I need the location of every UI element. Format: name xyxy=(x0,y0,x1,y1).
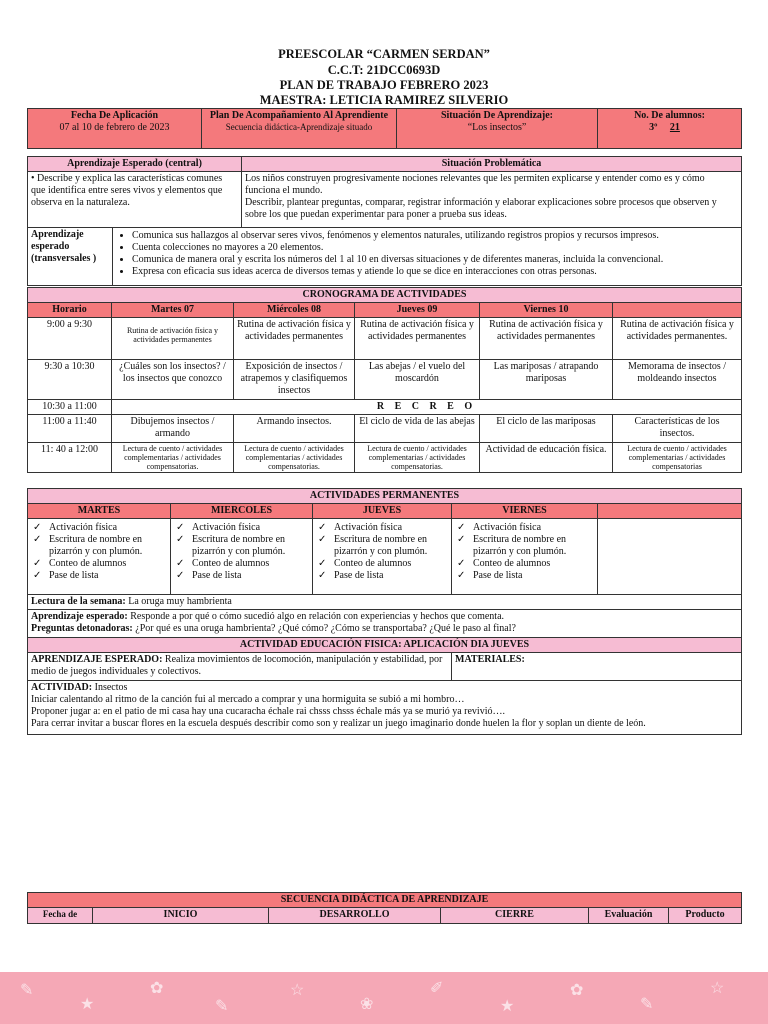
cell: ¿Cuáles son los insectos? / los insectos que conozco xyxy=(112,360,234,400)
cell: El ciclo de las mariposas xyxy=(480,415,613,443)
lectura-label: Lectura de la semana: xyxy=(31,596,126,607)
day-martes: MARTES xyxy=(28,504,171,519)
permanentes-table xyxy=(27,488,742,735)
pencil-icon: ✐ xyxy=(430,980,444,997)
list-item: ✓ Escritura de nombre en pizarrón y con plumón. xyxy=(174,534,309,558)
secuencia-table xyxy=(27,892,742,924)
problematica-text-1: Los niños construyen progresivamente nociones relevantes que les permiten explicarse y entender como es y cómo funciona el mundo. xyxy=(245,173,705,196)
list-item: ✓ Conteo de alumnos xyxy=(174,558,309,570)
col-miercoles: Miércoles 08 xyxy=(234,303,355,318)
decorative-footer xyxy=(0,972,768,1024)
pencil-icon: ✎ xyxy=(640,996,654,1013)
cell: Rutina de activación física y actividades permanentes xyxy=(355,318,480,360)
cell-time: 11: 40 a 12:00 xyxy=(28,443,112,473)
day-miercoles: MIERCOLES xyxy=(171,504,313,519)
table-row xyxy=(28,443,742,473)
cell: Rutina de activación física y actividades permanentes. xyxy=(613,318,742,360)
cell: Rutina de activación física y actividades permanentes xyxy=(480,318,613,360)
cronograma-title: CRONOGRAMA DE ACTIVIDADES xyxy=(28,288,742,303)
central-header: Aprendizaje Esperado (central) xyxy=(28,157,242,172)
list-item: ✓ Pase de lista xyxy=(174,570,309,582)
secuencia-title: SECUENCIA DIDÁCTICA DE APRENDIZAJE xyxy=(28,893,742,908)
col-horario: Horario xyxy=(28,303,112,318)
esperado-value: Responde a por qué o cómo sucedió algo en relación con experiencias y hechos que comenta. xyxy=(130,611,505,622)
jueves-list xyxy=(316,522,448,582)
list-item: ✓ Conteo de alumnos xyxy=(455,558,594,570)
central-text: • Describe y explica las características comunes que identifica entre seres vivos y elementos que observa en la naturaleza. xyxy=(28,172,242,228)
sec-col-fecha: Fecha de xyxy=(28,908,93,924)
cell: Rutina de activación física y actividades permanentes xyxy=(234,318,355,360)
recreo-label: R E C R E O xyxy=(112,400,742,415)
cell: Dibujemos insectos / armando xyxy=(112,415,234,443)
table-row xyxy=(28,318,742,360)
transversal-item: • Cuenta colecciones no mayores a 20 elementos. xyxy=(132,242,738,254)
star-icon: ☆ xyxy=(290,982,305,999)
pencil-icon: ✎ xyxy=(215,998,229,1015)
teacher-name: MAESTRA: LETICIA RAMIREZ SILVERIO xyxy=(259,93,509,107)
list-item: ✓ Pase de lista xyxy=(31,570,167,582)
actividad-line: Para cerrar invitar a buscar flores en la escuela después describir como son y realizar un juego imaginario donde huelen la flor y soplan un diente de león. xyxy=(31,718,646,729)
star-icon: ☆ xyxy=(710,980,725,997)
cct-code: C.C.T: 21DCC0693D xyxy=(327,63,441,77)
cell: Las mariposas / atrapando mariposas xyxy=(480,360,613,400)
day-jueves: JUEVES xyxy=(313,504,452,519)
school-name: PREESCOLAR “CARMEN SERDAN” xyxy=(278,47,490,61)
edfisica-esperado-value: Realiza movimientos de locomoción, manipulación y estabilidad, por medio de juegos individuales y colectivos. xyxy=(31,654,443,677)
cell: Las abejas / el vuelo del moscardón xyxy=(355,360,480,400)
list-item: ✓ Activación física xyxy=(455,522,594,534)
list-item: ✓ Activación física xyxy=(31,522,167,534)
situacion-value: “Los insectos” xyxy=(467,122,527,133)
list-item: ✓ Conteo de alumnos xyxy=(31,558,167,570)
aprendizaje-table xyxy=(27,156,742,286)
cell: Actividad de educación física. xyxy=(480,443,613,473)
actividad-line: Iniciar calentando al ritmo de la canción fui al mercado a comprar y una hormiguita se subió a mi hombro… xyxy=(31,694,465,705)
preguntas-value: ¿Por qué es una oruga hambrienta? ¿Qué cómo? ¿Cómo se transportaba? ¿Qué le paso al final? xyxy=(135,623,516,634)
cell: Lectura de cuento / actividades complementarias / actividades compensatorias. xyxy=(355,443,480,473)
list-item: ✓ Activación física xyxy=(316,522,448,534)
transversal-item: • Expresa con eficacia sus ideas acerca de diversos temas y atiende lo que se dice en interacciones con otras personas. xyxy=(132,266,738,278)
table-row xyxy=(28,415,742,443)
cell: Características de los insectos. xyxy=(613,415,742,443)
cell: Armando insectos. xyxy=(234,415,355,443)
cronograma-table xyxy=(27,287,742,473)
transversal-list xyxy=(116,230,738,278)
edfisica-title: ACTIVIDAD EDUCACIÓN FISICA: APLICACIÓN DIA JUEVES xyxy=(28,638,742,653)
edfisica-esperado-label: APRENDIZAJE ESPERADO: xyxy=(31,654,163,665)
transversal-item: • Comunica sus hallazgos al observar seres vivos, fenómenos y elementos naturales, utilizando registros propios y recursos impresos. xyxy=(132,230,738,242)
permanentes-title: ACTIVIDADES PERMANENTES xyxy=(28,489,742,504)
day-extra xyxy=(598,504,742,519)
problematica-text-2: Describir, plantear preguntas, comparar, registrar información y elaborar explicaciones sobre procesos que observen y sobre los que puedan experimentar para poner a prueba sus ideas. xyxy=(245,197,717,220)
sec-col-producto: Producto xyxy=(669,908,742,924)
list-item: ✓ Escritura de nombre en pizarrón y con plumón. xyxy=(455,534,594,558)
cell: Lectura de cuento / actividades complementarias / actividades compensatorias xyxy=(613,443,742,473)
flower-icon: ❀ xyxy=(360,996,374,1013)
alumnos-count: 21 xyxy=(669,122,680,133)
table-row xyxy=(28,400,742,415)
cell-time: 11:00 a 11:40 xyxy=(28,415,112,443)
list-item: ✓ Pase de lista xyxy=(455,570,594,582)
day-viernes: VIERNES xyxy=(452,504,598,519)
col-viernes: Viernes 10 xyxy=(480,303,613,318)
alumnos-label: No. De alumnos: xyxy=(634,110,705,121)
cell-time: 9:00 a 9:30 xyxy=(28,318,112,360)
transversal-item: • Comunica de manera oral y escrita los números del 1 al 10 en diversas situaciones y de diferentes maneras, incluida la convencional. xyxy=(132,254,738,266)
col-extra xyxy=(613,303,742,318)
sec-col-desarrollo: DESARROLLO xyxy=(269,908,441,924)
list-item: ✓ Activación física xyxy=(174,522,309,534)
cell: Rutina de activación física y actividades permanentes xyxy=(112,318,234,360)
cell: Memorama de insectos / moldeando insectos xyxy=(613,360,742,400)
info-table xyxy=(27,108,742,149)
list-item: ✓ Escritura de nombre en pizarrón y con plumón. xyxy=(31,534,167,558)
fecha-value: 07 al 10 de febrero de 2023 xyxy=(59,122,170,133)
col-jueves: Jueves 09 xyxy=(355,303,480,318)
materiales-label: MATERIALES: xyxy=(452,653,742,681)
table-row xyxy=(28,360,742,400)
col-martes: Martes 07 xyxy=(112,303,234,318)
viernes-list xyxy=(455,522,594,582)
sec-col-evaluacion: Evaluación xyxy=(589,908,669,924)
miercoles-list xyxy=(174,522,309,582)
transversal-label: Aprendizaje esperado (transversales ) xyxy=(28,228,113,286)
plan-label: Plan De Acompañamiento Al Aprendiente xyxy=(209,110,389,121)
cell: Exposición de insectos / atrapemos y clasifiquemos insectos xyxy=(234,360,355,400)
list-item: ✓ Escritura de nombre en pizarrón y con plumón. xyxy=(316,534,448,558)
lectura-value: La oruga muy hambrienta xyxy=(128,596,232,607)
actividad-value: Insectos xyxy=(94,682,128,693)
problematica-header: Situación Problemática xyxy=(242,157,742,172)
star-icon: ★ xyxy=(80,996,95,1013)
actividad-label: ACTIVIDAD: xyxy=(31,682,93,693)
martes-list xyxy=(31,522,167,582)
flower-icon: ✿ xyxy=(150,980,164,997)
sec-col-cierre: CIERRE xyxy=(441,908,589,924)
plan-title: PLAN DE TRABAJO FEBRERO 2023 xyxy=(279,78,489,92)
cell: Lectura de cuento / actividades complementarias / actividades compensatorias. xyxy=(112,443,234,473)
cell: Lectura de cuento / actividades complementarias / actividades compensatorias. xyxy=(234,443,355,473)
sec-col-inicio: INICIO xyxy=(93,908,269,924)
plan-value: Secuencia didáctica-Aprendizaje situado xyxy=(225,122,373,132)
list-item: ✓ Pase de lista xyxy=(316,570,448,582)
recreo-time: 10:30 a 11:00 xyxy=(28,400,112,415)
fecha-label: Fecha De Aplicación xyxy=(70,110,159,121)
star-icon: ✎ xyxy=(20,982,34,999)
cell: El ciclo de vida de las abejas xyxy=(355,415,480,443)
alumnos-grade: 3º xyxy=(649,122,658,133)
flower-icon: ✿ xyxy=(570,982,584,999)
esperado-label: Aprendizaje esperado: xyxy=(31,611,128,622)
actividad-line: Proponer jugar a: en el patio de mi casa hay una cucaracha échale rai chsss chsss échale más ya se murió ya revivió…. xyxy=(31,706,505,717)
star-icon: ★ xyxy=(500,998,515,1015)
list-item: ✓ Conteo de alumnos xyxy=(316,558,448,570)
cell-time: 9:30 a 10:30 xyxy=(28,360,112,400)
situacion-label: Situación De Aprendizaje: xyxy=(440,110,554,121)
preguntas-label: Preguntas detonadoras: xyxy=(31,623,133,634)
